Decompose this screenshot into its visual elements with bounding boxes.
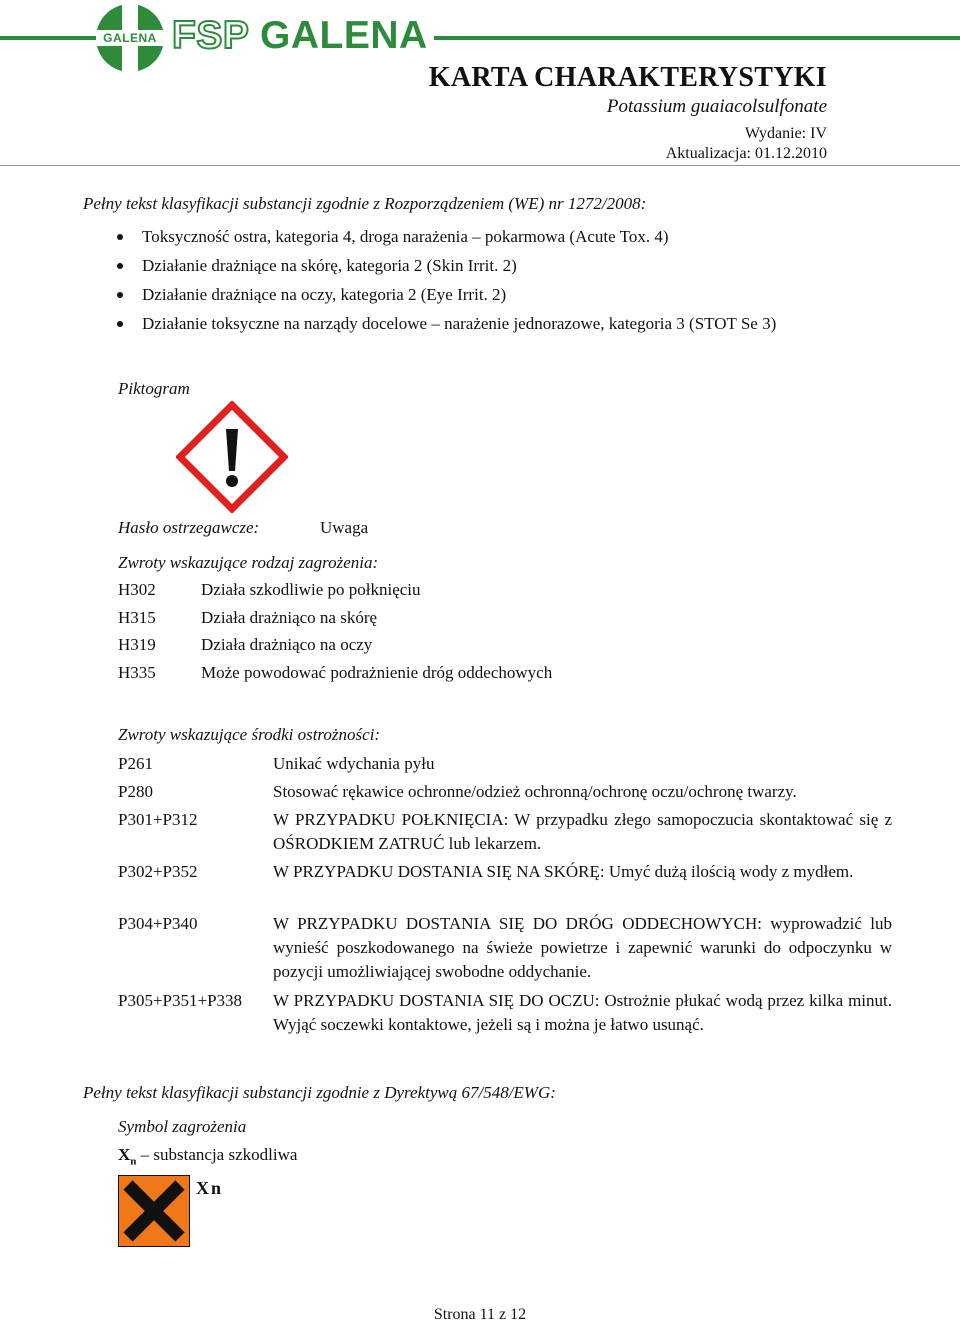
brand-galena: GALENA xyxy=(260,14,428,57)
precaution-code: P305+P351+P338 xyxy=(118,991,243,1010)
precaution-text: W PRZYPADKU DOSTANIA SIĘ DO OCZU: Ostrożnie płukać wodą przez kilka minut. Wyjąć soczewki kontaktowe, jeżeli są i można je łatwo usunąć. xyxy=(273,991,892,1034)
header-divider xyxy=(0,165,960,166)
galena-logo-icon xyxy=(96,4,164,72)
hazard-code: H315 xyxy=(118,608,156,627)
brand-name xyxy=(170,12,434,60)
harmful-cross-icon xyxy=(118,1175,190,1247)
precaution-text: Stosować rękawice ochronne/odzież ochronną/ochronę oczu/ochronę twarzy. xyxy=(273,782,797,801)
precaution-code: P280 xyxy=(118,782,153,801)
precaution-code: P301+P312 xyxy=(118,810,198,829)
document-title: KARTA CHARAKTERYSTYKI xyxy=(428,62,827,93)
precaution-text: W PRZYPADKU DOSTANIA SIĘ DO DRÓG ODDECHOWYCH: wyprowadzić lub wynieść poszkodowanego na świeże powietrze i zapewnić warunki do odpoczynku w pozycji umożliwiającej swobodne oddychanie. xyxy=(273,914,892,981)
symbol-line xyxy=(118,1145,297,1167)
hazard-text: Działa drażniąco na oczy xyxy=(201,635,373,654)
list-item: Toksyczność ostra, kategoria 4, droga narażenia – pokarmowa (Acute Tox. 4) xyxy=(117,222,776,251)
update-date: Aktualizacja: 01.12.2010 xyxy=(665,145,827,162)
list-item: Działanie toksyczne na narządy docelowe – narażenie jednorazowe, kategoria 3 (STOT Se 3) xyxy=(117,309,776,338)
dsd-heading: Pełny tekst klasyfikacji substancji zgodnie z Dyrektywą 67/548/EWG: xyxy=(83,1083,556,1102)
precaution-code: P261 xyxy=(118,754,153,773)
hazard-statements-heading: Zwroty wskazujące rodzaj zagrożenia: xyxy=(118,553,379,572)
exclamation-mark-hazard-icon xyxy=(176,401,288,513)
header-bar-right xyxy=(392,36,960,40)
precaution-text: W PRZYPADKU POŁKNIĘCIA: W przypadku złego samopoczucia skontaktować się z OŚRODKIEM ZATRUĆ lub lekarzem. xyxy=(273,810,892,853)
hazard-code: H302 xyxy=(118,580,156,599)
edition-number: Wydanie: IV xyxy=(744,125,827,142)
hazard-text: Działa szkodliwie po połknięciu xyxy=(201,580,421,599)
page-number: Strona 11 z 12 xyxy=(433,1306,527,1323)
header-bar-left xyxy=(0,36,96,40)
document-subtitle: Potassium guaiacolsulfonate xyxy=(606,96,827,117)
symbol-code: X xyxy=(118,1145,131,1164)
symbol-subscript: n xyxy=(130,1155,137,1168)
symbol-label: Symbol zagrożenia xyxy=(118,1117,247,1136)
edition-info xyxy=(666,124,827,164)
clp-list xyxy=(117,222,776,338)
symbol-caption: Xn xyxy=(196,1178,224,1198)
precaution-code: P304+P340 xyxy=(118,914,198,933)
logo-text-horizontal: GALENA xyxy=(103,31,157,45)
precautionary-statements-heading: Zwroty wskazujące środki ostrożności: xyxy=(118,725,381,744)
list-item: Działanie drażniące na oczy, kategoria 2 (Eye Irrit. 2) xyxy=(117,280,776,309)
signal-word-value: Uwaga xyxy=(320,518,369,537)
pictogram-label: Piktogram xyxy=(118,379,190,398)
clp-heading: Pełny tekst klasyfikacji substancji zgodnie z Rozporządzeniem (WE) nr 1272/2008: xyxy=(83,194,647,213)
precaution-code: P302+P352 xyxy=(118,862,198,881)
hazard-text: Działa drażniąco na skórę xyxy=(201,608,378,627)
hazard-code: H335 xyxy=(118,663,156,682)
hazard-text: Może powodować podrażnienie dróg oddechowych xyxy=(201,663,553,682)
brand-fsp: FSP xyxy=(172,14,249,57)
precaution-text: Unikać wdychania pyłu xyxy=(273,754,435,773)
hazard-code: H319 xyxy=(118,635,156,654)
list-item: Działanie drażniące na skórę, kategoria 2 (Skin Irrit. 2) xyxy=(117,251,776,280)
signal-word-label: Hasło ostrzegawcze: xyxy=(118,518,260,537)
precaution-text: W PRZYPADKU DOSTANIA SIĘ NA SKÓRĘ: Umyć dużą ilością wody z mydłem. xyxy=(273,862,854,881)
symbol-description: – substancja szkodliwa xyxy=(140,1145,298,1164)
